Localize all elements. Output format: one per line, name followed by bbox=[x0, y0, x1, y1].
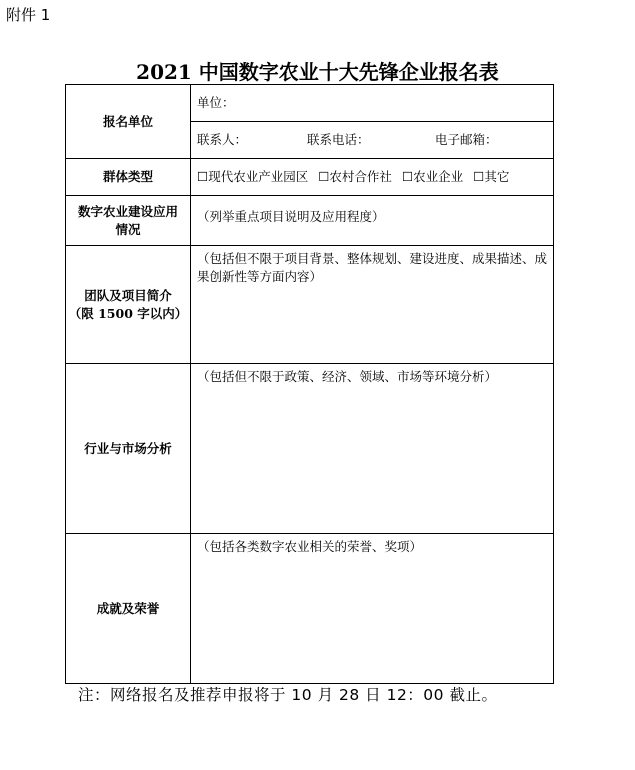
unit-label: 报名单位 bbox=[66, 85, 191, 159]
option-cooperative[interactable]: ☐农村合作社 bbox=[318, 169, 392, 184]
team-intro-field[interactable]: （包括但不限于项目背景、整体规划、建设进度、成果描述、成果创新性等方面内容） bbox=[191, 246, 554, 364]
digital-application-field[interactable]: （列举重点项目说明及应用程度） bbox=[191, 196, 554, 246]
group-type-options bbox=[191, 159, 554, 196]
honors-field[interactable]: （包括各类数字农业相关的荣誉、奖项） bbox=[191, 534, 554, 684]
attachment-label: 附件 1 bbox=[6, 6, 51, 24]
contact-phone-field[interactable]: 联系电话： bbox=[307, 132, 370, 147]
digital-label-line1: 数字农业建设应用 bbox=[77, 203, 178, 219]
unit-field[interactable]: 单位： bbox=[191, 85, 554, 122]
form-title: 2021 中国数字农业十大先锋企业报名表 bbox=[136, 60, 499, 84]
digital-label-line2: 情况 bbox=[115, 221, 141, 237]
industry-analysis-field[interactable]: （包括但不限于政策、经济、领域、市场等环境分析） bbox=[191, 364, 554, 534]
registration-form-table bbox=[65, 84, 554, 684]
team-label-line2: （限 1500 字以内） bbox=[68, 305, 188, 321]
group-type-label: 群体类型 bbox=[66, 159, 191, 196]
option-other[interactable]: ☐其它 bbox=[473, 169, 510, 184]
honors-label: 成就及荣誉 bbox=[66, 534, 191, 684]
industry-analysis-label: 行业与市场分析 bbox=[66, 364, 191, 534]
email-field[interactable]: 电子邮箱： bbox=[435, 132, 498, 147]
option-agri-park[interactable]: ☐现代农业产业园区 bbox=[197, 169, 309, 184]
team-label-line1: 团队及项目简介 bbox=[84, 287, 172, 303]
option-agri-enterprise[interactable]: ☐农业企业 bbox=[401, 169, 464, 184]
contact-person-field[interactable]: 联系人： bbox=[197, 132, 248, 147]
contact-row bbox=[191, 122, 554, 159]
deadline-note: 注：网络报名及推荐申报将于 10 月 28 日 12：00 截止。 bbox=[78, 686, 498, 704]
digital-application-label bbox=[66, 196, 191, 246]
team-intro-label bbox=[66, 246, 191, 364]
